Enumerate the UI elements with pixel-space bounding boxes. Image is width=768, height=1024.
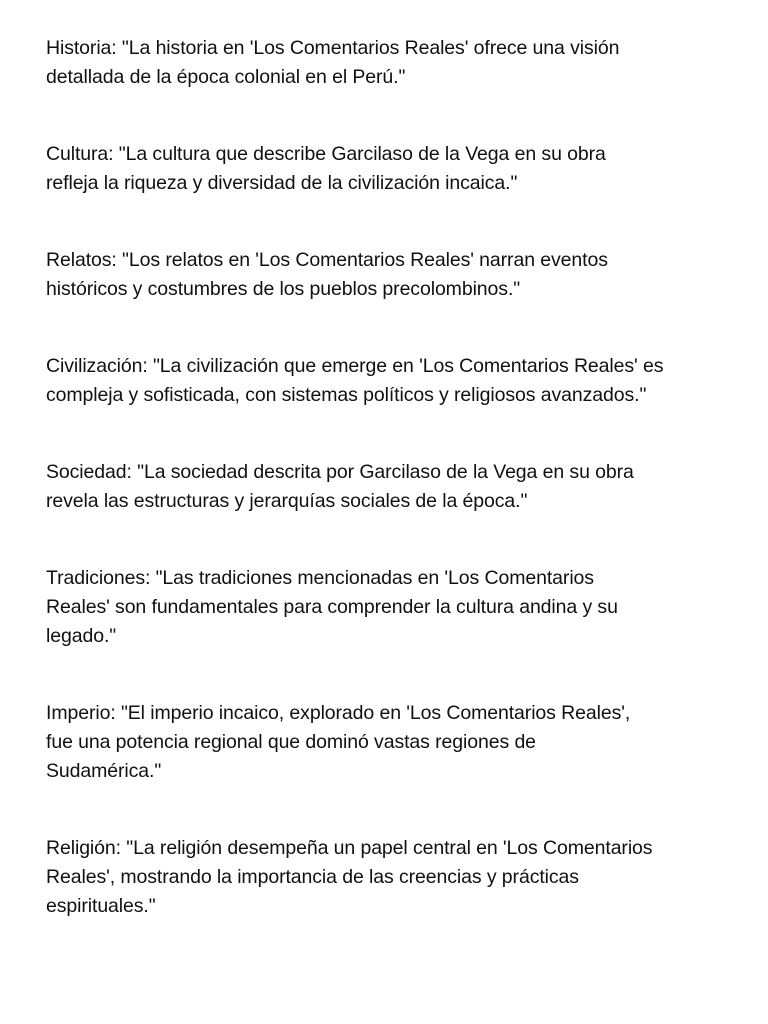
entry-line: históricos y costumbres de los pueblos precolombinos." [46, 278, 521, 300]
entry-line: Cultura: "La cultura que describe Garcilaso de la Vega en su obra [46, 143, 606, 165]
entry-relatos [46, 246, 736, 304]
entry-line: Historia: "La historia en 'Los Comentarios Reales' ofrece una visión [46, 37, 620, 59]
entry-line: fue una potencia regional que dominó vastas regiones de [46, 731, 536, 753]
entry-line: Reales' son fundamentales para comprender la cultura andina y su [46, 596, 618, 618]
entry-sociedad [46, 458, 736, 516]
entry-line: Tradiciones: "Las tradiciones mencionadas en 'Los Comentarios [46, 567, 594, 589]
entry-line: Imperio: "El imperio incaico, explorado en 'Los Comentarios Reales', [46, 702, 631, 724]
entry-historia [46, 34, 736, 92]
entry-religion [46, 834, 736, 921]
entry-line: Reales', mostrando la importancia de las creencias y prácticas [46, 866, 579, 888]
entry-tradiciones [46, 564, 736, 651]
entry-line: Religión: "La religión desempeña un papel central en 'Los Comentarios [46, 837, 653, 859]
entry-line: detallada de la época colonial en el Perú." [46, 66, 406, 88]
entry-line: revela las estructuras y jerarquías sociales de la época." [46, 490, 528, 512]
entry-line: Relatos: "Los relatos en 'Los Comentarios Reales' narran eventos [46, 249, 608, 271]
entry-line: espirituales." [46, 895, 156, 917]
entry-line: compleja y sofisticada, con sistemas políticos y religiosos avanzados." [46, 384, 647, 406]
entry-civilizacion [46, 352, 736, 410]
entry-imperio [46, 699, 736, 786]
entry-line: Sociedad: "La sociedad descrita por Garcilaso de la Vega en su obra [46, 461, 634, 483]
entry-line: legado." [46, 625, 117, 647]
entry-line: Sudamérica." [46, 760, 162, 782]
entry-line: Civilización: "La civilización que emerge en 'Los Comentarios Reales' es [46, 355, 664, 377]
entry-line: refleja la riqueza y diversidad de la civilización incaica." [46, 172, 518, 194]
entry-cultura [46, 140, 736, 198]
